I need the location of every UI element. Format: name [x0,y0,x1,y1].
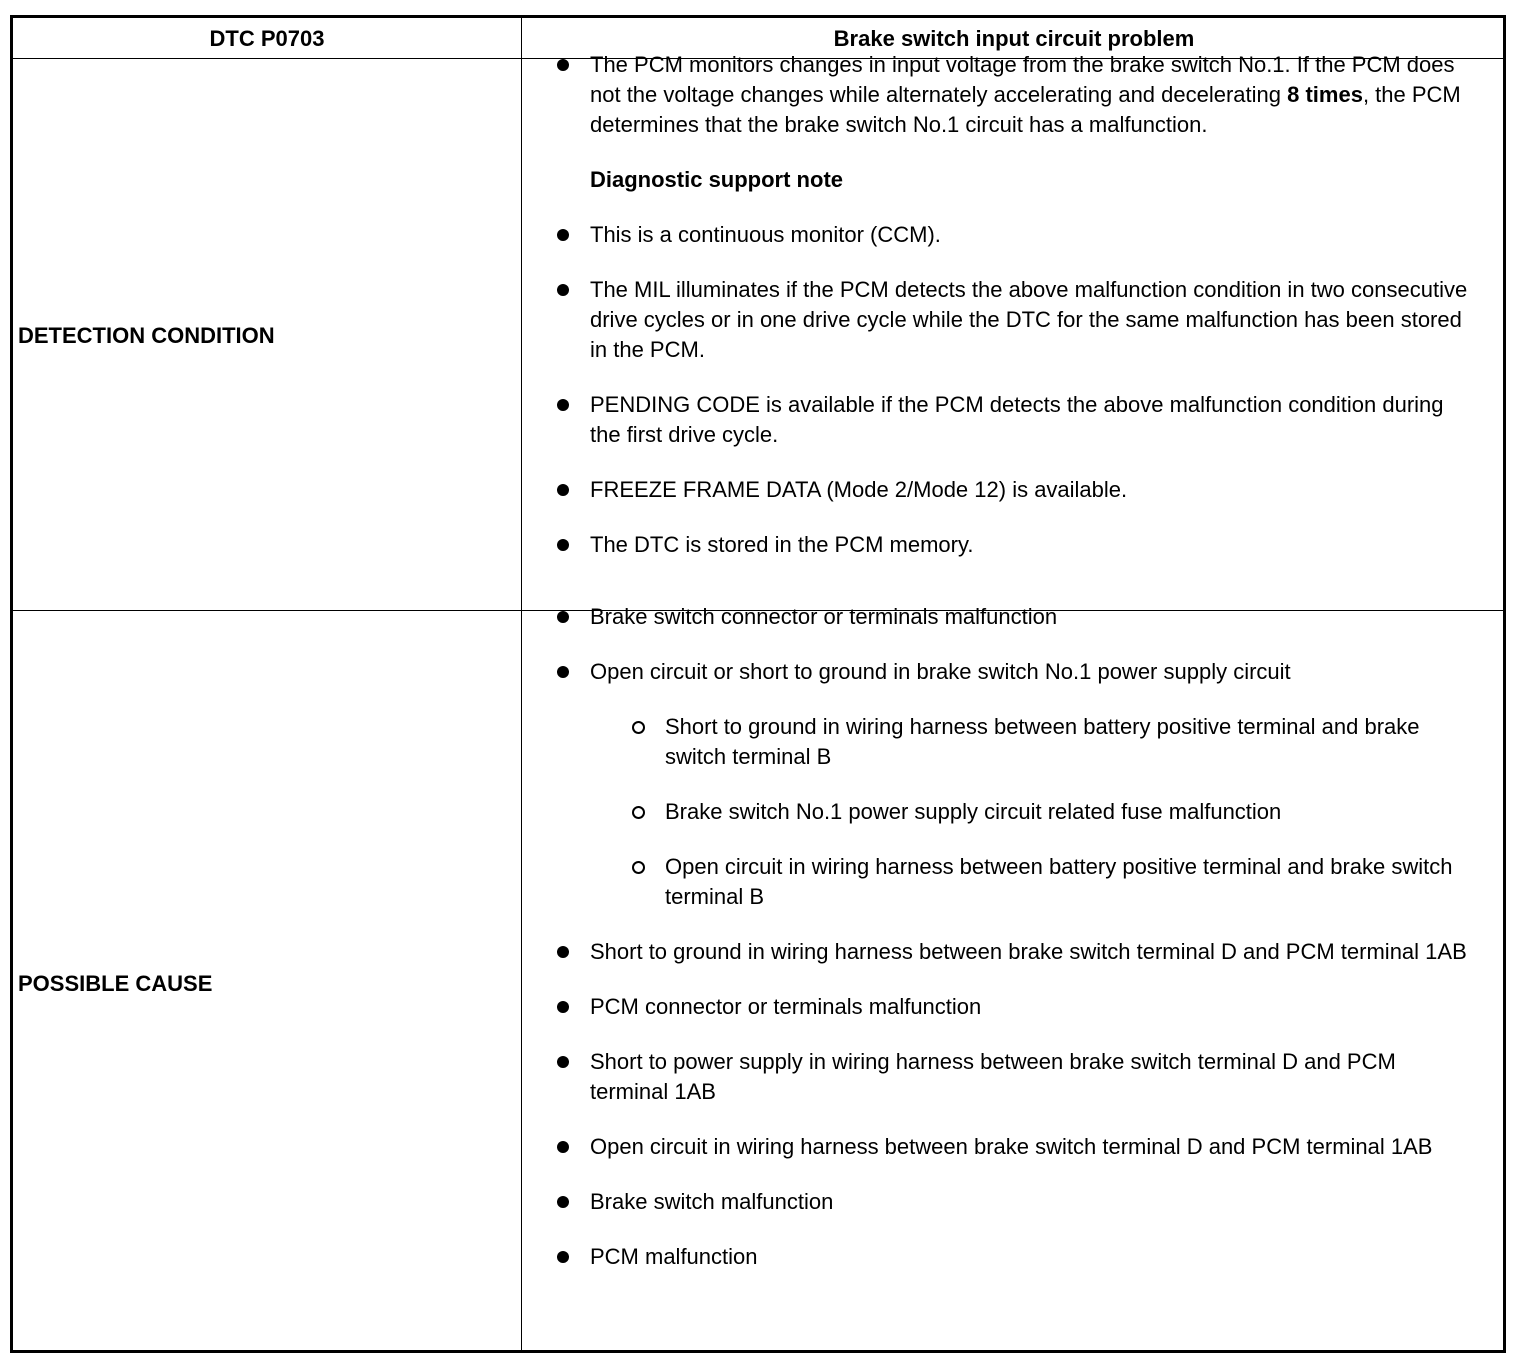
detection-condition-content [590,50,1470,560]
bullet-icon [557,229,569,241]
hollow-bullet-icon [632,721,645,734]
bullet-icon [557,666,569,678]
detection-condition-label: DETECTION CONDITION [18,323,275,348]
sub-list-item: Brake switch No.1 power supply circuit related fuse malfunction [665,797,1455,827]
bullet-icon [557,399,569,411]
bullet-icon [557,539,569,551]
dtc-code-header: DTC P0703 [209,26,325,51]
bullet-icon [557,1001,569,1013]
sub-list-item: Open circuit in wiring harness between battery positive terminal and brake switch terminal B [665,852,1455,912]
bullet-icon [557,484,569,496]
list-item: PCM malfunction [590,1242,1470,1272]
list-item: Open circuit in wiring harness between brake switch terminal D and PCM terminal 1AB [590,1132,1470,1162]
column-divider [521,18,522,1350]
list-item: Short to ground in wiring harness between brake switch terminal D and PCM terminal 1AB [590,937,1470,967]
bullet-icon [557,946,569,958]
list-item: Short to power supply in wiring harness between brake switch terminal D and PCM terminal 1AB [590,1047,1470,1107]
possible-cause-label: POSSIBLE CAUSE [18,971,213,996]
bullet-icon [557,1141,569,1153]
list-item: FREEZE FRAME DATA (Mode 2/Mode 12) is available. [590,475,1470,505]
bullet-icon [557,59,569,71]
possible-cause-content [590,602,1470,1272]
dtc-title-header: Brake switch input circuit problem [833,26,1195,51]
detection-intro: The PCM monitors changes in input voltage from the brake switch No.1. If the PCM does not the voltage changes while alternately accelerating and decelerating 8 times, the PCM determines that the brake switch No.1 circuit has a malfunction. [590,52,1461,137]
list-item: Brake switch connector or terminals malfunction [590,602,1470,632]
list-item: PCM connector or terminals malfunction [590,992,1470,1022]
list-item: This is a continuous monitor (CCM). [590,220,1470,250]
list-item: Open circuit or short to ground in brake switch No.1 power supply circuit [590,657,1470,687]
sub-list-item: Short to ground in wiring harness between battery positive terminal and brake switch terminal B [665,712,1455,772]
list-item: Brake switch malfunction [590,1187,1470,1217]
list-item: The MIL illuminates if the PCM detects the above malfunction condition in two consecutive drive cycles or in one drive cycle while the DTC for the same malfunction has been stored in the PCM. [590,275,1470,365]
diagnostic-note-heading: Diagnostic support note [590,167,843,192]
bullet-icon [557,1251,569,1263]
bullet-icon [557,1056,569,1068]
list-item: The DTC is stored in the PCM memory. [590,530,1470,560]
hollow-bullet-icon [632,861,645,874]
list-item [590,50,1470,140]
bullet-icon [557,611,569,623]
emphasis-text: 8 times [1287,82,1363,107]
hollow-bullet-icon [632,806,645,819]
bullet-icon [557,284,569,296]
list-item: PENDING CODE is available if the PCM detects the above malfunction condition during the first drive cycle. [590,390,1470,450]
bullet-icon [557,1196,569,1208]
